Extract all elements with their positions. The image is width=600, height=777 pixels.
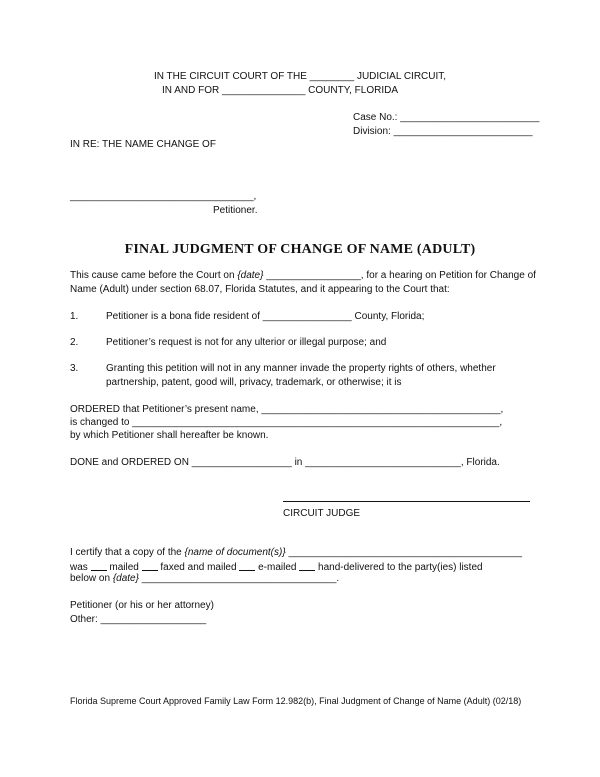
judge-signature-line[interactable] [283, 501, 530, 502]
faxed-mailed-checkbox[interactable] [142, 560, 158, 571]
intro-line-2: Name (Adult) under section 68.07, Florida Statutes, and it appearing to the Court that: [70, 284, 450, 295]
other-field[interactable]: Other: ___________________ [70, 614, 207, 625]
finding-2-text: Petitioner’s request is not for any ulterior or illegal purpose; and [106, 337, 387, 348]
ordered-new-name[interactable]: is changed to __________________________________________________________________, [70, 417, 503, 428]
hand-delivered-checkbox[interactable] [299, 560, 315, 571]
in-re-caption: IN RE: THE NAME CHANGE OF [70, 139, 216, 150]
circuit-judge-label: CIRCUIT JUDGE [283, 508, 361, 519]
service-date-placeholder[interactable]: {date} [112, 573, 139, 584]
finding-1-number: 1. [70, 311, 79, 322]
case-number-field[interactable]: Case No.: _________________________ [353, 112, 540, 123]
hand-delivered-label: hand-delivered to the party(ies) listed [318, 562, 483, 573]
finding-3-text-cont: partnership, patent, good will, privacy, trademark, or otherwise; it is [106, 377, 402, 388]
ordered-present-name[interactable]: ORDERED that Petitioner’s present name, ___________________________________________, [70, 404, 504, 415]
emailed-label: e-mailed [258, 562, 297, 573]
intro-text-a: This cause came before the Court on [70, 270, 238, 281]
court-heading-line2: IN AND FOR _______________ COUNTY, FLORIDA [161, 85, 399, 96]
mailed-label: mailed [109, 562, 139, 573]
finding-3-text: Granting this petition will not in any manner invade the property rights of others, whether [106, 363, 496, 374]
ordered-line-3: by which Petitioner shall hereafter be known. [70, 430, 269, 441]
finding-3-number: 3. [70, 363, 79, 374]
certificate-line-2 [70, 560, 483, 574]
intro-line-1 [70, 270, 536, 282]
document-title: FINAL JUDGMENT OF CHANGE OF NAME (ADULT) [124, 242, 476, 257]
finding-1-text: Petitioner is a bona fide resident of ________________ County, Florida; [106, 311, 425, 322]
petitioner-name-field[interactable]: _________________________________, [70, 191, 257, 202]
faxed-mailed-label: faxed and mailed [160, 562, 237, 573]
form-footer: Florida Supreme Court Approved Family Law Form 12.982(b), Final Judgment of Change of Name (Adult) (02/18) [70, 696, 522, 706]
finding-2-number: 2. [70, 337, 79, 348]
petitioner-attorney-label: Petitioner (or his or her attorney) [70, 600, 214, 611]
mailed-checkbox[interactable] [91, 560, 107, 571]
division-field[interactable]: Division: _________________________ [353, 126, 533, 137]
service-date-line[interactable]: ___________________________________. [138, 573, 340, 584]
certificate-text-a: I certify that a copy of the [70, 547, 185, 558]
intro-date-placeholder[interactable]: {date} [237, 270, 264, 281]
certificate-text-b[interactable]: __________________________________________ [285, 547, 523, 558]
petitioner-label: Petitioner. [213, 205, 258, 216]
below-on-label: below on [70, 573, 113, 584]
intro-text-b: _________________, for a hearing on Petition for Change of [263, 270, 536, 281]
was-label: was [70, 562, 88, 573]
done-and-ordered-line[interactable]: DONE and ORDERED ON __________________ in ____________________________, Florida. [70, 457, 500, 468]
certificate-line-3 [70, 573, 339, 585]
court-heading-line1: IN THE CIRCUIT COURT OF THE ________ JUDICIAL CIRCUIT, [153, 71, 447, 82]
document-name-placeholder[interactable]: {name of document(s)} [184, 547, 286, 558]
emailed-checkbox[interactable] [239, 560, 255, 571]
certificate-line-1 [70, 547, 522, 559]
